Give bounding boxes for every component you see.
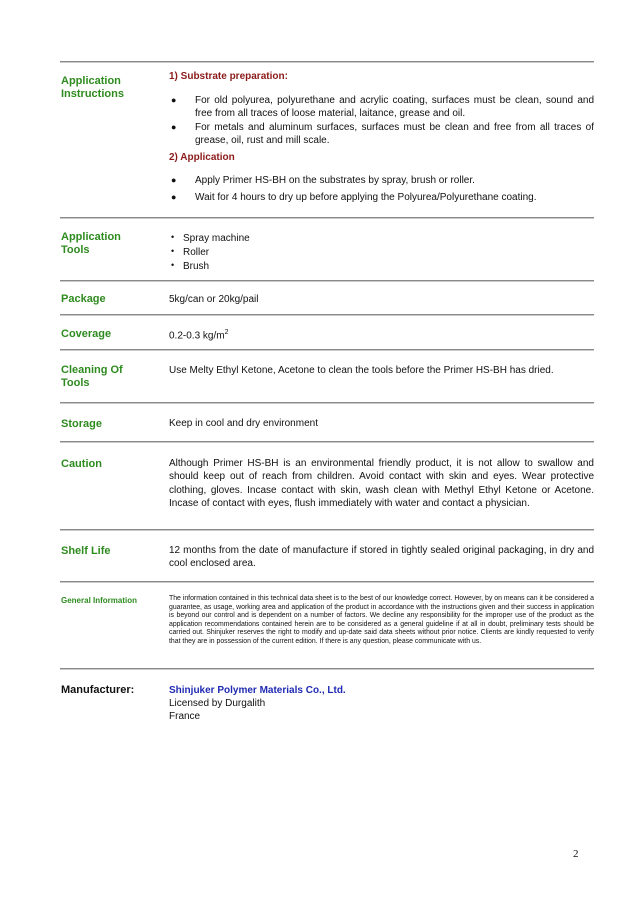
section-divider [60, 349, 594, 351]
bullet-icon: ● [171, 192, 177, 202]
list-item: Roller [183, 247, 210, 258]
shelf-life-text: 12 months from the date of manufacture if stored in tightly sealed original packaging, in dry and cool enclosed area. [169, 545, 594, 570]
application-step-heading: 2) Application [169, 152, 235, 163]
section-divider [60, 314, 594, 316]
coverage-value: 0.2-0.3 $kg/m^2$ [169, 329, 229, 342]
list-item: For old polyurea, polyurethane and acrylic coating, surfaces must be clean, sound and free from all traces of loose material, laitance, grease and oil. [195, 95, 594, 120]
list-item: Spray machine [183, 233, 250, 244]
bullet-icon: • [171, 246, 175, 256]
section-divider [60, 668, 594, 670]
caution-label: Caution [61, 458, 102, 470]
section-divider [60, 217, 594, 219]
substrate-preparation-heading: 1) Substrate preparation: [169, 71, 288, 82]
list-item: Apply Primer HS-BH on the substrates by spray, brush or roller. [195, 175, 475, 186]
general-information-text: The information contained in this technical data sheet is to the best of our knowledge correct. However, by on means can it be considered a guarantee, as usage, working area and application of the product in accordance with the instructions given and their success in application is beyond our control and is dependent on a number of factors. We decline any responsibility for the improper use of the product as the application recommendations contained herein are to be considered as a general guideline if at all in doubt, preliminary tests should be carried out. Shinjuker reserves the right to modify and up-date said data sheets without prior notice. Clients are kindly requested to verify that they are in possession of the current edition. If there is any question, please communicate with us. [169, 595, 594, 645]
section-divider [60, 280, 594, 282]
coverage-label: Coverage [61, 328, 112, 340]
bullet-icon: ● [171, 95, 177, 105]
page-number: 2 [573, 848, 579, 860]
package-label: Package [61, 293, 106, 305]
manufacturer-label: Manufacturer: [61, 684, 135, 696]
section-divider [60, 529, 594, 531]
bullet-icon: ● [171, 175, 177, 185]
section-divider [60, 402, 594, 404]
bullet-icon: ● [171, 122, 177, 132]
manufacturer-country: France [169, 711, 201, 722]
caution-text: Although Primer HS-BH is an environmental friendly product, it is not allow to swallow and should keep out of reach from children. Avoid contact with skin and eyes. Wear protective clothing, gloves. Incase contact with skin, wash clean with Methyl Ethyl Ketone or Acetone. Incase of contact with eyes, flush immediately with water and contact a physician. [169, 458, 594, 509]
bullet-icon: • [171, 232, 175, 242]
manufacturer-license: Licensed by Durgalith [169, 698, 266, 709]
cleaning-label: Cleaning Of Tools [61, 364, 123, 389]
general-information-label: General Information [61, 596, 138, 605]
list-item: Wait for 4 hours to dry up before applying the Polyurea/Polyurethane coating. [195, 192, 537, 203]
section-divider [60, 441, 594, 443]
application-instructions-label: Application Instructions [61, 75, 124, 100]
application-tools-label: Application Tools [61, 231, 121, 256]
shelf-life-label: Shelf Life [61, 545, 111, 557]
cleaning-text: Use Melty Ethyl Ketone, Acetone to clean the tools before the Primer HS-BH has dried. [169, 365, 554, 376]
section-divider [60, 61, 594, 63]
list-item: Brush [183, 261, 210, 272]
storage-label: Storage [61, 418, 102, 430]
bullet-icon: • [171, 260, 175, 270]
storage-text: Keep in cool and dry environment [169, 418, 318, 429]
package-value: 5kg/can or 20kg/pail [169, 294, 259, 305]
section-divider [60, 581, 594, 583]
list-item: For metals and aluminum surfaces, surfaces must be clean and free from all traces of grease, oil, rust and mill scale. [195, 122, 594, 147]
manufacturer-company: Shinjuker Polymer Materials Co., Ltd. [169, 685, 346, 696]
